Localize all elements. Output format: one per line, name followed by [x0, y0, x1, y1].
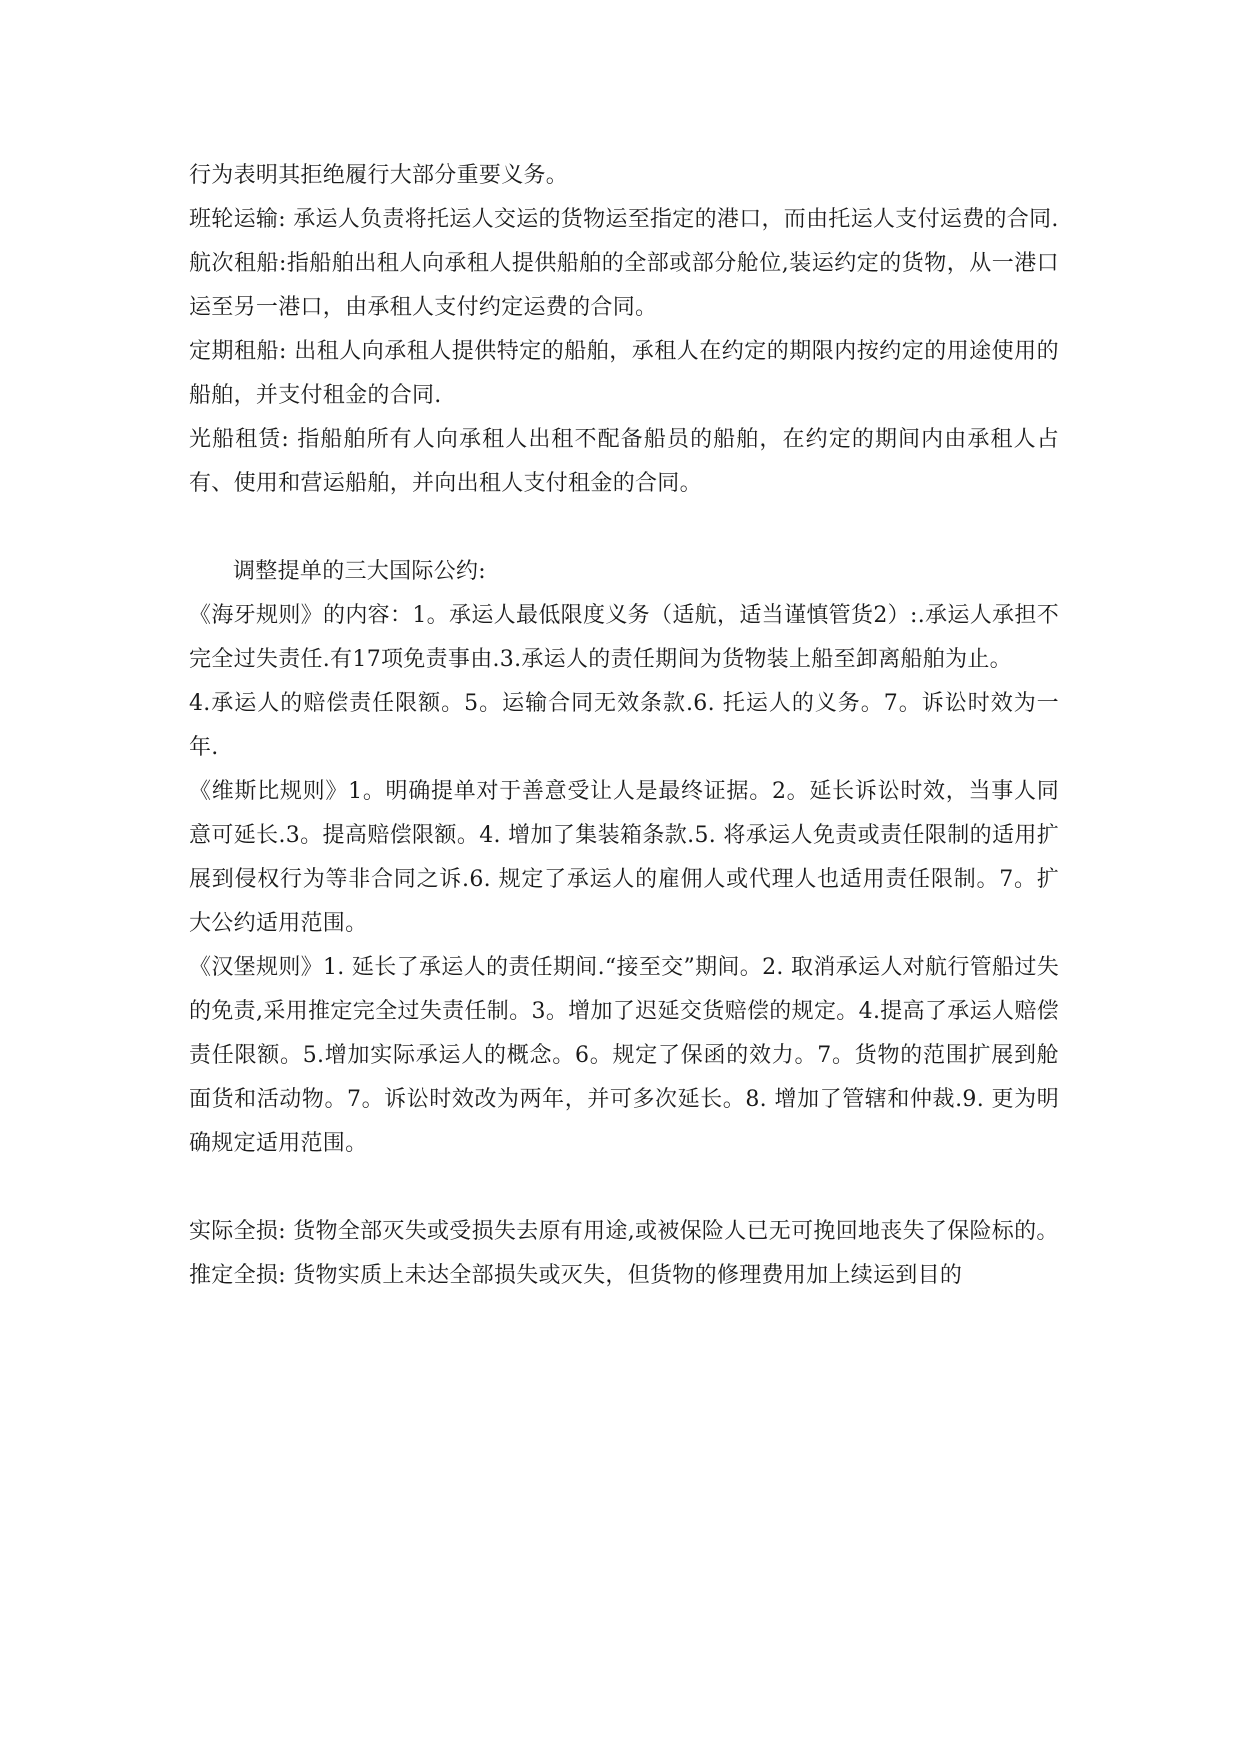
paragraph-obligation-refusal: 行为表明其拒绝履行大部分重要义务。: [189, 163, 569, 188]
paragraph-spacer: [189, 506, 1059, 550]
paragraph-constructive-total-loss: 推定全损: 货物实质上未达全部损失或灭失，但货物的修理费用加上续运到目的: [189, 1263, 963, 1288]
document-body: [189, 154, 1059, 1298]
paragraph-hague-rules: 《海牙规则》的内容：1。承运人最低限度义务（适航，适当谨慎管货2）:.承运人承担不完全过失责任.有17项免责事由.3.承运人的责任期间为货物装上船至卸离船舶为止。: [189, 603, 1059, 672]
section-heading-conventions: 调整提单的三大国际公约:: [233, 559, 487, 584]
paragraph-spacer: [189, 1166, 1059, 1210]
paragraph-bareboat-charter: 光船租赁: 指船舶所有人向承租人出租不配备船员的船舶，在约定的期间内由承租人占有、使用和营运船舶，并向出租人支付租金的合同。: [189, 427, 1059, 496]
paragraph-actual-total-loss: 实际全损: 货物全部灭失或受损失去原有用途,或被保险人已无可挽回地丧失了保险标的。: [189, 1219, 1059, 1244]
paragraph-hamburg-rules: 《汉堡规则》1. 延长了承运人的责任期间.“接至交”期间。2. 取消承运人对航行管船过失的免责,采用推定完全过失责任制。3。增加了迟延交货赔偿的规定。4.提高了承运人赔偿责任限额。5.增加实际承运人的概念。6。规定了保函的效力。7。货物的范围扩展到舱面货和活动物。7。诉讼时效改为两年，并可多次延长。8. 增加了管辖和仲裁.9. 更为明确规定适用范围。: [189, 955, 1059, 1156]
paragraph-visby-rules: 《维斯比规则》1。明确提单对于善意受让人是最终证据。2。延长诉讼时效，当事人同意可延长.3。提高赔偿限额。4. 增加了集装箱条款.5. 将承运人免责或责任限制的适用扩展到侵权行为等非合同之诉.6. 规定了承运人的雇佣人或代理人也适用责任限制。7。扩大公约适用范围。: [189, 779, 1059, 936]
paragraph-voyage-charter: 航次租船:指船舶出租人向承租人提供船舶的全部或部分舱位,装运约定的货物，从一港口运至另一港口，由承租人支付约定运费的合同。: [189, 251, 1059, 320]
paragraph-hague-rules-continued: 4.承运人的赔偿责任限额。5。运输合同无效条款.6. 托运人的义务。7。诉讼时效为一年.: [189, 691, 1059, 760]
paragraph-time-charter: 定期租船: 出租人向承租人提供特定的船舶，承租人在约定的期限内按约定的用途使用的船舶，并支付租金的合同.: [189, 339, 1059, 408]
paragraph-liner-transport: 班轮运输: 承运人负责将托运人交运的货物运至指定的港口，而由托运人支付运费的合同.: [189, 207, 1059, 232]
